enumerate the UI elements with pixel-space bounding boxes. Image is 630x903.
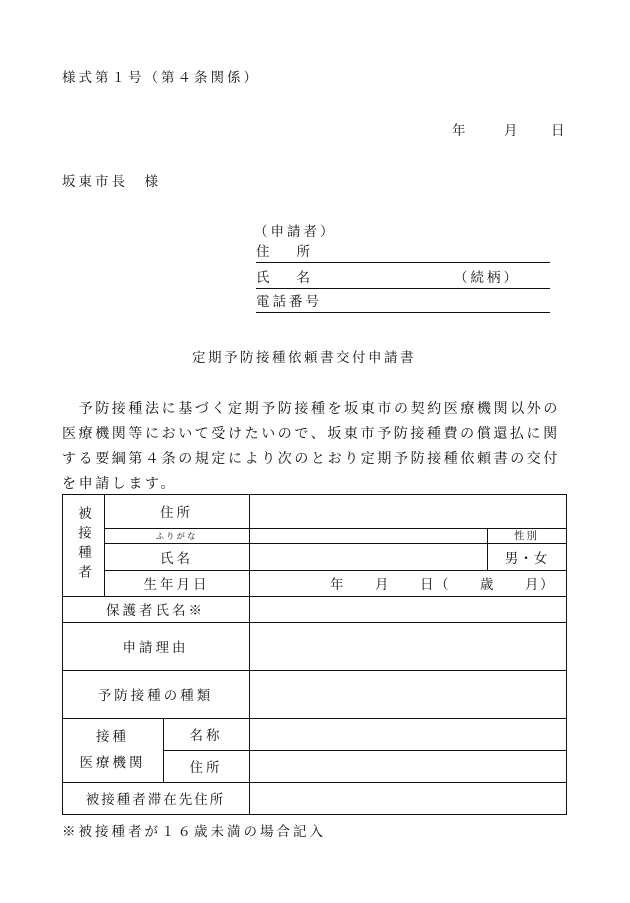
stay-address-input[interactable] [250,783,566,814]
institution-group-line1: 接種 [96,729,129,745]
body-line-2: 医療機関等において受けたいので、坂東市予防接種費の償還払に関 [62,426,560,442]
applicant-phone-label: 電話番号 [256,294,322,310]
vaccinee-name-label: 氏名 [160,550,193,567]
gender-options[interactable]: 男・女 [504,550,549,567]
footnote: ※被接種者が１６歳未満の場合記入 [62,824,326,840]
vaccinee-group-label: 被接種者 [75,506,91,584]
date-day: 日 [551,123,565,139]
date-month: 月 [504,123,518,139]
institution-address-input[interactable] [250,751,566,782]
gender-header: 性別 [514,530,539,542]
vaccinee-address-label: 住所 [160,505,193,521]
furigana-label: ふりがな [155,531,198,542]
vaccinee-address-input[interactable] [250,495,566,528]
institution-group-line2: 医療機関 [79,755,146,771]
institution-name-input[interactable] [250,719,566,750]
birth-date-label: 生年月日 [143,577,210,593]
applicant-address-label: 住 所 [256,244,310,260]
vaccine-type-label: 予防接種の種類 [97,688,214,704]
body-line-4: を申請します。 [62,476,178,492]
birth-date-field[interactable]: 年 月 日（ 歳 月） [330,577,555,593]
applicant-heading: （申請者） [254,224,337,240]
applicant-relation-label: （続柄） [454,270,520,286]
vaccine-type-input[interactable] [250,671,566,718]
stay-address-label: 被接種者滞在先住所 [85,792,226,808]
institution-name-label: 名称 [189,728,223,744]
body-line-3: する要綱第４条の規定により次のとおり定期予防接種依頼書の交付 [62,451,560,467]
date-year: 年 [452,123,466,139]
institution-group-label [62,718,163,782]
vaccinee-name-input[interactable] [250,544,487,570]
institution-address-label: 住所 [189,760,223,776]
reason-label: 申請理由 [122,640,189,656]
applicant-name-label: 氏 名 [256,270,310,286]
document-title: 定期予防接種依頼書交付申請書 [192,350,416,366]
addressee: 坂東市長 様 [62,174,161,190]
guardian-name-label: 保護者氏名※ [106,603,205,619]
guardian-name-input[interactable] [250,597,566,622]
reason-input[interactable] [250,623,566,670]
form-number: 様式第１号（第４条関係） [62,70,260,86]
body-line-1: 予防接種法に基づく定期予防接種を坂東市の契約医療機関以外の [62,401,560,417]
furigana-input[interactable] [250,529,487,543]
